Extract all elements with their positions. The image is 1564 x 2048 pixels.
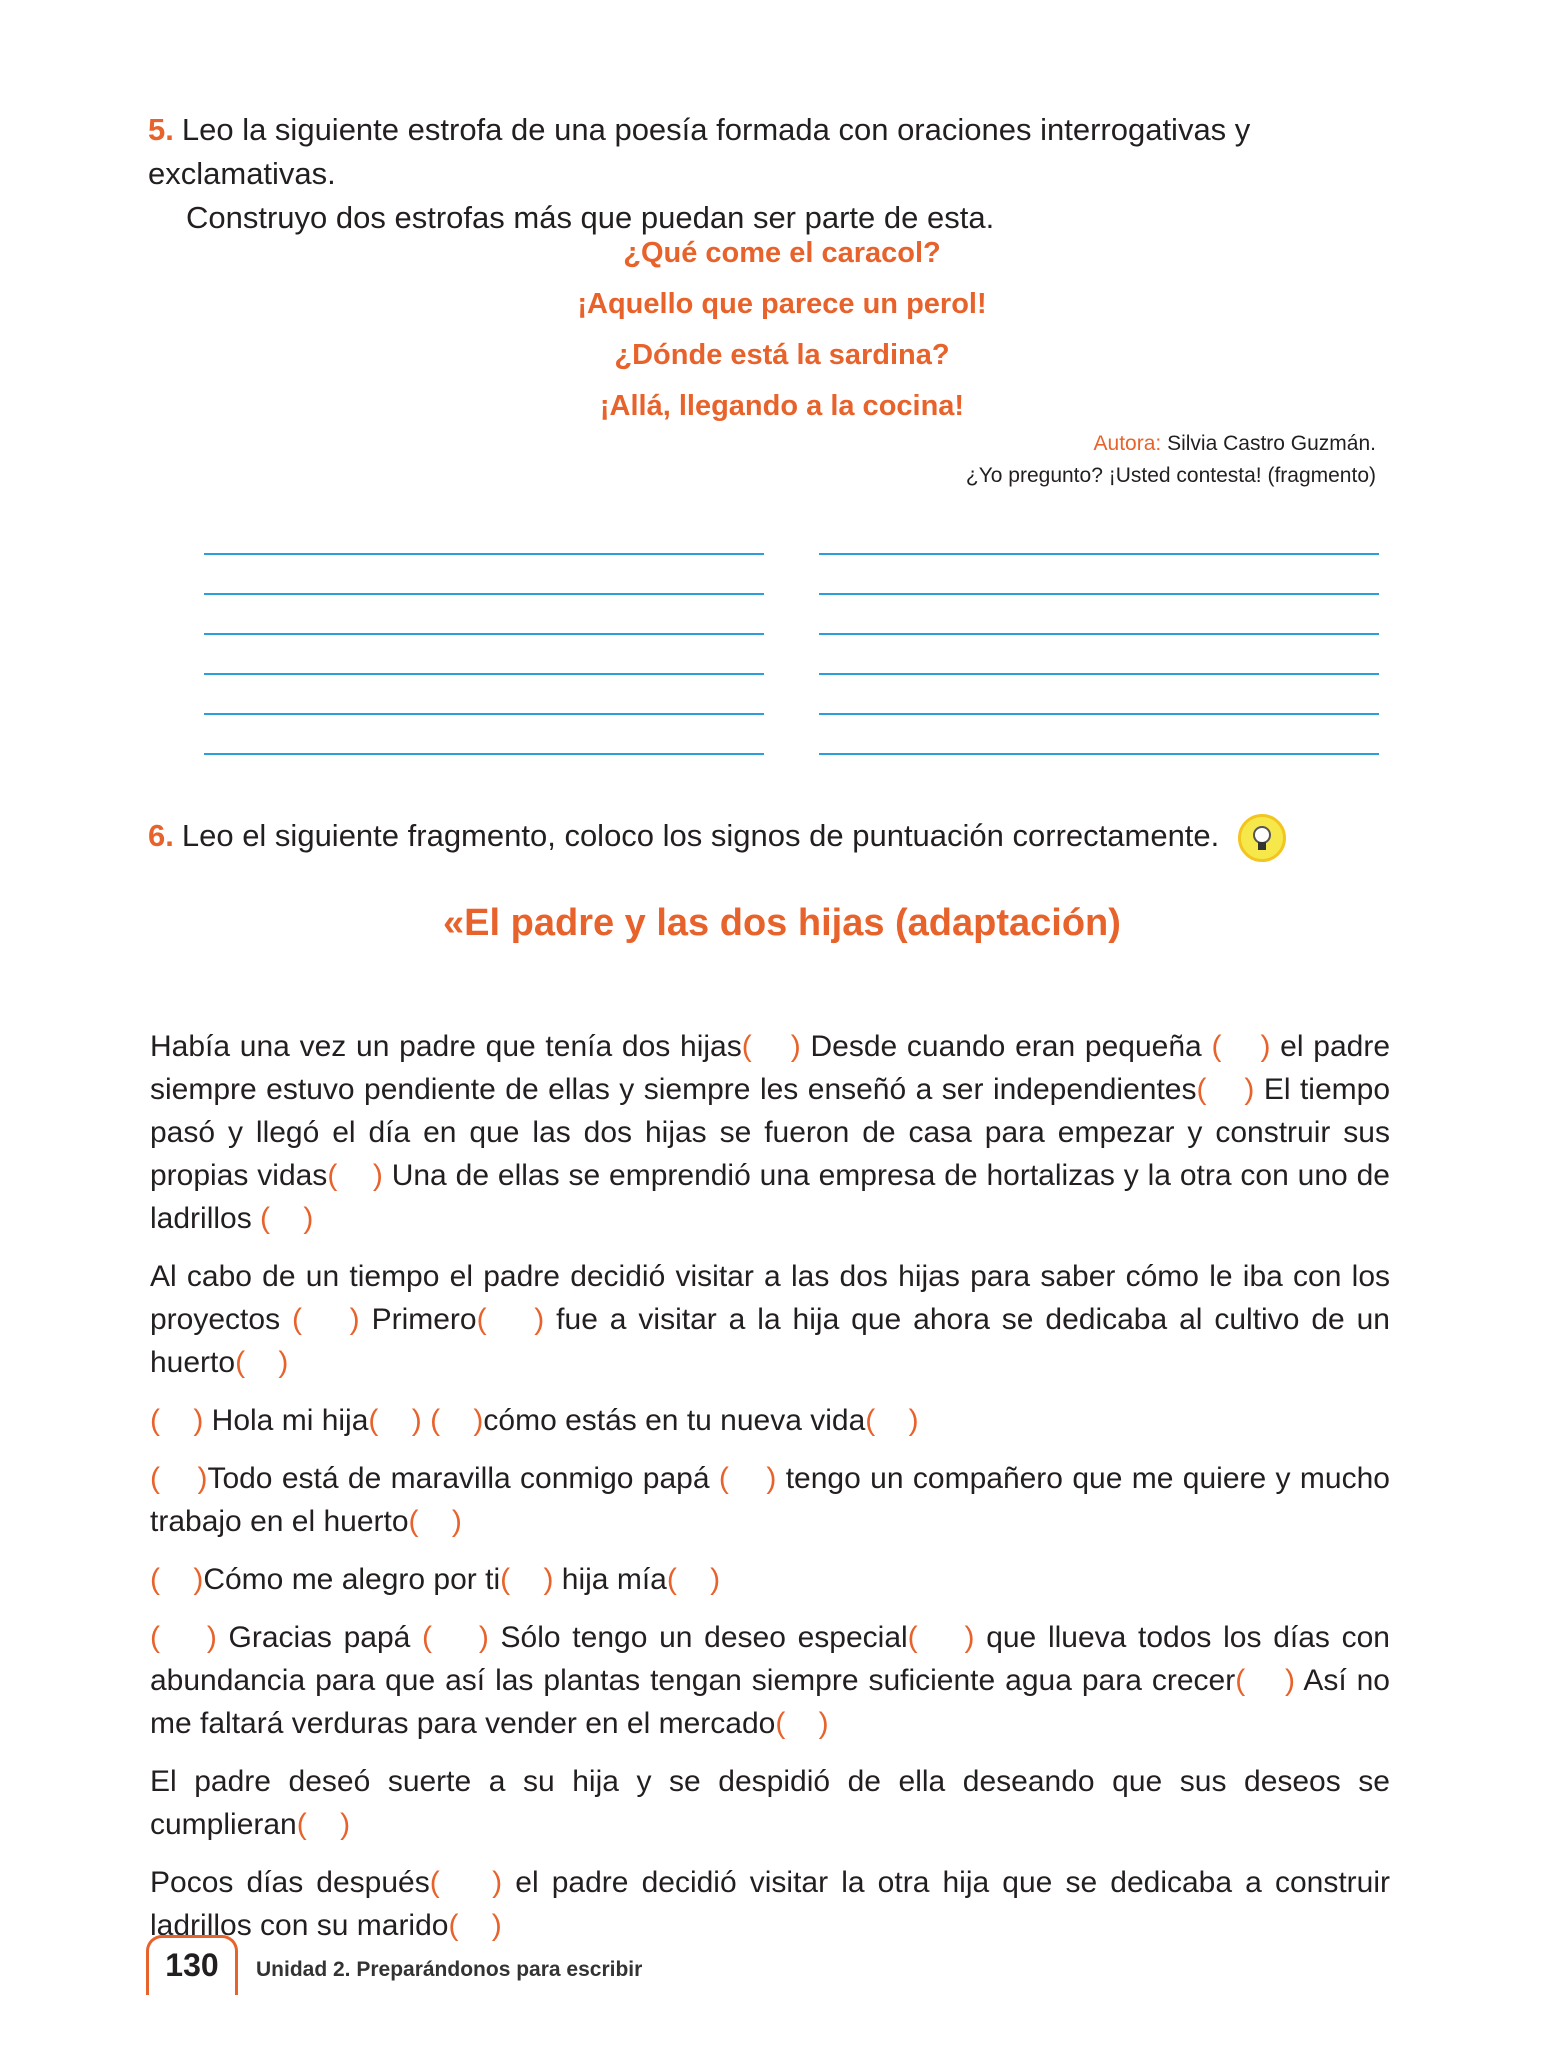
story-text-segment: hija mía [553, 1563, 667, 1596]
punctuation-blank[interactable]: ( ) [666, 1563, 721, 1596]
exercise-5-text-line1: Leo la siguiente estrofa de una poesía formada con oraciones interrogativas y exclamativas. [148, 112, 1251, 191]
story-paragraph [150, 1457, 1390, 1543]
punctuation-blank[interactable]: ( ) [741, 1030, 801, 1063]
punctuation-blank[interactable]: ( ) [296, 1808, 351, 1841]
punctuation-blank[interactable]: ( ) [235, 1346, 289, 1379]
story-title: «El padre y las dos hijas (adaptación) [443, 902, 1121, 944]
punctuation-blank[interactable]: ( ) [422, 1621, 489, 1654]
story-text-segment: Al cabo de un tiempo el padre decidió visitar a las dos hijas para saber cómo le iba con los proyectos [150, 1260, 1390, 1336]
story-text-segment: Hola mi hija [203, 1404, 369, 1437]
punctuation-blank[interactable]: ( ) [865, 1404, 919, 1437]
punctuation-blank[interactable]: ( ) [291, 1303, 360, 1336]
story-text-segment: Así no me faltará verduras para vender en el mercado [150, 1664, 1390, 1740]
punctuation-blank[interactable]: ( ) [718, 1462, 777, 1495]
poem-stanza [0, 228, 1564, 432]
punctuation-blank[interactable]: ( ) [429, 1866, 503, 1899]
punctuation-blank[interactable]: ( ) [430, 1404, 484, 1437]
poem-line: ¡Allá, llegando a la cocina! [599, 390, 965, 422]
author-name: Silvia Castro Guzmán. [1167, 432, 1376, 455]
exercise-6-number: 6. [148, 818, 174, 854]
punctuation-blank[interactable]: ( ) [907, 1621, 975, 1654]
story-paragraph [150, 1025, 1390, 1240]
punctuation-blank[interactable]: ( ) [500, 1563, 554, 1596]
story-text-segment: que llueva todos los días con abundancia para que así las plantas tengan siempre suficiente agua para crecer [150, 1621, 1390, 1697]
punctuation-blank[interactable]: ( ) [775, 1707, 829, 1740]
writing-line[interactable] [204, 713, 764, 715]
writing-line[interactable] [819, 593, 1379, 595]
writing-line[interactable] [819, 673, 1379, 675]
writing-line[interactable] [819, 753, 1379, 755]
page-number: 130 [146, 1935, 238, 1995]
writing-line[interactable] [819, 713, 1379, 715]
writing-line[interactable] [204, 753, 764, 755]
story-paragraph [150, 1255, 1390, 1384]
writing-line[interactable] [204, 593, 764, 595]
story-text-segment: Primero [359, 1303, 477, 1336]
punctuation-blank[interactable]: ( ) [1235, 1664, 1296, 1697]
poem-credit [966, 428, 1376, 492]
story-paragraph [150, 1399, 1390, 1442]
poem-line: ¡Aquello que parece un perol! [577, 288, 987, 320]
exercise-5-number: 5. [148, 112, 174, 147]
exercise-6-instruction [148, 814, 1388, 862]
poem-line: ¿Dónde está la sardina? [614, 339, 950, 371]
exercise-5-instruction [148, 108, 1388, 240]
poem-line: ¿Qué come el caracol? [623, 237, 941, 269]
story-text-segment: fue a visitar a la hija que ahora se dedicaba al cultivo de un huerto [150, 1303, 1390, 1379]
punctuation-blank[interactable]: ( ) [260, 1202, 314, 1235]
story-text [150, 1025, 1390, 1962]
story-paragraph [150, 1760, 1390, 1846]
writing-line[interactable] [819, 633, 1379, 635]
story-paragraph [150, 1861, 1390, 1947]
writing-line[interactable] [204, 673, 764, 675]
punctuation-blank[interactable]: ( ) [368, 1404, 422, 1437]
story-text-segment: cómo estás en tu nueva vida [483, 1404, 866, 1437]
story-text-segment: Sólo tengo un deseo especial [488, 1621, 908, 1654]
story-text-segment [422, 1404, 430, 1437]
exercise-6-text: Leo el siguiente fragmento, coloco los signos de puntuación correctamente. [181, 818, 1220, 854]
story-paragraph [150, 1616, 1390, 1745]
story-text-segment: Gracias papá [216, 1621, 423, 1654]
lightbulb-icon [1238, 814, 1286, 862]
writing-line[interactable] [204, 553, 764, 555]
punctuation-blank[interactable]: ( ) [150, 1563, 204, 1596]
story-text-segment: El tiempo pasó y llegó el día en que las dos hijas se fueron de casa para empezar y construir sus propias vidas [150, 1073, 1391, 1192]
story-text-segment: Una de ellas se emprendió una empresa de hortalizas y la otra con uno de ladrillos [150, 1159, 1390, 1235]
writing-lines-right[interactable] [819, 553, 1379, 793]
writing-line[interactable] [204, 633, 764, 635]
story-text-segment: tengo un compañero que me quiere y mucho trabajo en el huerto [150, 1462, 1390, 1538]
punctuation-blank[interactable]: ( ) [1196, 1073, 1255, 1106]
author-label: Autora: [1093, 432, 1162, 455]
exercise-5-text-line2: Construyo dos estrofas más que puedan ser parte de esta. [186, 200, 995, 235]
story-text-segment: el padre siempre estuvo pendiente de ellas y siempre les enseñó a ser independientes [150, 1030, 1391, 1106]
story-text-segment: Todo está de maravilla conmigo papá [207, 1462, 719, 1495]
unit-title: Unidad 2. Preparándonos para escribir [256, 1958, 643, 1981]
story-text-segment: Desde cuando eran pequeña [800, 1030, 1212, 1063]
writing-line[interactable] [819, 553, 1379, 555]
story-text-segment: Había una vez un padre que tenía dos hijas [150, 1030, 742, 1063]
punctuation-blank[interactable]: ( ) [1211, 1030, 1271, 1063]
punctuation-blank[interactable]: ( ) [150, 1462, 208, 1495]
story-text-segment: el padre decidió visitar la otra hija que se dedicaba a construir ladrillos con su marido [150, 1866, 1390, 1942]
story-text-segment: Pocos días después [150, 1866, 430, 1899]
poem-source: ¿Yo pregunto? ¡Usted contesta! (fragmento) [965, 464, 1376, 487]
story-text-segment: El padre deseó suerte a su hija y se despidió de ella deseando que sus deseos se cumplieran [150, 1765, 1390, 1841]
punctuation-blank[interactable]: ( ) [150, 1404, 204, 1437]
punctuation-blank[interactable]: ( ) [150, 1621, 217, 1654]
punctuation-blank[interactable]: ( ) [448, 1909, 502, 1942]
punctuation-blank[interactable]: ( ) [327, 1159, 383, 1192]
punctuation-blank[interactable]: ( ) [408, 1505, 462, 1538]
writing-lines-left[interactable] [204, 553, 764, 793]
story-text-segment: Cómo me alegro por ti [203, 1563, 501, 1596]
story-paragraph [150, 1558, 1390, 1601]
punctuation-blank[interactable]: ( ) [476, 1303, 545, 1336]
